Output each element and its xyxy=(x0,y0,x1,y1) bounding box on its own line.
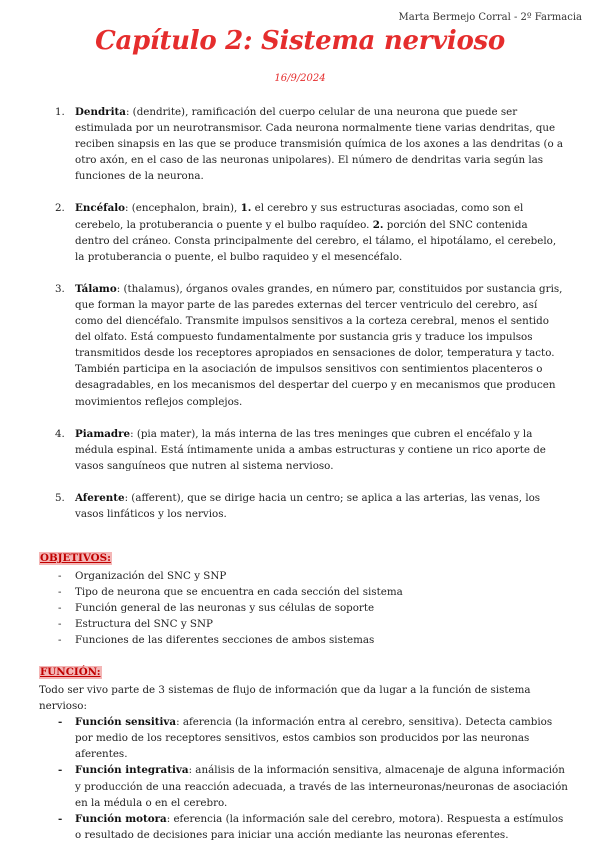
definition-number: 2. xyxy=(55,202,65,215)
funcion-section xyxy=(39,660,569,843)
definition-number: 1. xyxy=(55,106,65,118)
definition-number: 5. xyxy=(55,491,65,504)
definition-term: Encéfalo xyxy=(75,202,126,215)
function-text: : análisis de la información sensitiva, almacenaje de alguna información y producción de una reacción adecuada, a través de las interneuronas/neuronas de asociación en la médula o en el cerebro. xyxy=(75,764,568,809)
list-item-text: Función general de las neuronas y sus células de soporte xyxy=(75,602,375,615)
list-item-text: Tipo de neurona que se encuentra en cada sección del sistema xyxy=(75,586,403,599)
dash-bullet: - xyxy=(58,812,63,825)
dash-bullet: - xyxy=(58,618,62,631)
dash-bullet: - xyxy=(58,716,63,729)
definition-text: : (encephalon, brain), xyxy=(125,202,241,215)
page-title: Capítulo 2: Sistema nervioso xyxy=(95,26,505,56)
list-item-text: Organización del SNC y SNP xyxy=(75,570,227,582)
dash-bullet: - xyxy=(58,764,63,777)
definition-term: Tálamo xyxy=(75,282,117,295)
function-text: : eferencia (la información sale del cerebro, motora). Respuesta a estímulos o resultado de decisiones para iniciar una acción mediante las neuronas eferentes. xyxy=(75,812,564,841)
definition-item xyxy=(55,104,565,184)
definition-term: Aferente xyxy=(75,491,125,504)
list-item xyxy=(39,616,569,632)
dash-bullet: - xyxy=(58,634,62,647)
definition-term: Dendrita xyxy=(75,106,126,118)
definition-text: : (thalamus), órganos ovales grandes, en número par, constituidos por sustancia gris, que forman la mayor parte de las paredes externas del tercer ventriculo del cerebro, así como del diencéfalo. Transmite impulsos sensitivos a la corteza cerebral, menos el sentido del olfato. Está compuesto fundamentalmente por sustancia gris y traduce los impulsos transmitidos desde los receptores apropiados en sensaciones de dolor, temperatura y tacto. También participa en la asociación de impulsos sensitivos con sentimientos placenteros o desagradables, en los mecanismos del despertar del cuerpo y en mecanismos que producen movimientos reflejos complejos. xyxy=(75,282,563,408)
author-header: Marta Bermejo Corral - 2º Farmacia xyxy=(398,12,582,23)
sense-number: 2. xyxy=(372,218,384,231)
list-item xyxy=(39,600,569,616)
list-item-text: Estructura del SNC y SNP xyxy=(75,618,213,631)
list-item-text: Funciones de las diferentes secciones de ambos sistemas xyxy=(75,634,375,647)
definition-text: : (afferent), que se dirige hacia un centro; se aplica a las arterias, las venas, los vasos linfáticos y los nervios. xyxy=(75,491,541,520)
objetivos-list xyxy=(39,568,569,648)
definition-item xyxy=(55,281,565,410)
objetivos-section xyxy=(39,546,569,648)
definition-term: Piamadre xyxy=(75,427,131,440)
function-term: Función integrativa xyxy=(75,764,189,777)
list-item xyxy=(39,632,569,648)
definition-text: el cerebro y sus estructuras asociadas, como son el cerebelo, la protuberancia o puente y el bulbo raquídeo. xyxy=(75,202,524,231)
sense-number: 1. xyxy=(240,202,252,215)
list-item xyxy=(39,762,569,810)
definition-text: : (dendrite), ramificación del cuerpo celular de una neurona que puede ser estimulada por un neurotransmisor. Cada neurona normalmente tiene varias dendritas, que reciben sinapsis en las que se produce transmisión química de los axones a las dendritas (o a otro axón, en el caso de las neuronas unipolares). El número de dendritas varia según las funciones de la neurona. xyxy=(75,106,564,183)
objetivos-heading: OBJETIVOS: xyxy=(40,552,111,564)
list-item xyxy=(39,811,569,843)
definition-item xyxy=(55,200,565,264)
function-text: : aferencia (la información entra al cerebro, sensitiva). Detecta cambios por medio de los receptores sensitivos, estos cambios son producidos por las neuronas aferentes. xyxy=(75,716,553,761)
dash-bullet: - xyxy=(58,586,62,599)
funcion-heading: FUNCIÓN: xyxy=(40,666,101,678)
function-term: Función sensitiva xyxy=(75,716,177,729)
list-item xyxy=(39,714,569,762)
list-item xyxy=(39,568,569,584)
dash-bullet: - xyxy=(58,602,62,615)
definition-item xyxy=(55,490,565,522)
function-term: Función motora xyxy=(75,812,167,825)
definition-number: 4. xyxy=(55,427,65,440)
definition-text: porción del SNC contenida dentro del cráneo. Consta principalmente del cerebro, el tálamo, el hipotálamo, el cerebelo, la protuberancia o puente, el bulbo raquideo y el mesencéfalo. xyxy=(75,218,557,263)
dash-bullet: - xyxy=(58,570,62,582)
funcion-intro: Todo ser vivo parte de 3 sistemas de flujo de información que da lugar a la función de sistema nervioso: xyxy=(39,684,531,713)
list-item xyxy=(39,584,569,600)
definition-text: : (pia mater), la más interna de las tres meninges que cubren el encéfalo y la médula espinal. Está íntimamente unida a ambas estructuras y contiene un rico aporte de vasos sanguíneos que nutren al sistema nervioso. xyxy=(75,427,546,472)
page-date: 16/9/2024 xyxy=(274,73,326,84)
definition-item xyxy=(55,426,565,474)
definition-number: 3. xyxy=(55,282,65,295)
definitions-list xyxy=(55,104,565,538)
funcion-list xyxy=(39,714,569,843)
